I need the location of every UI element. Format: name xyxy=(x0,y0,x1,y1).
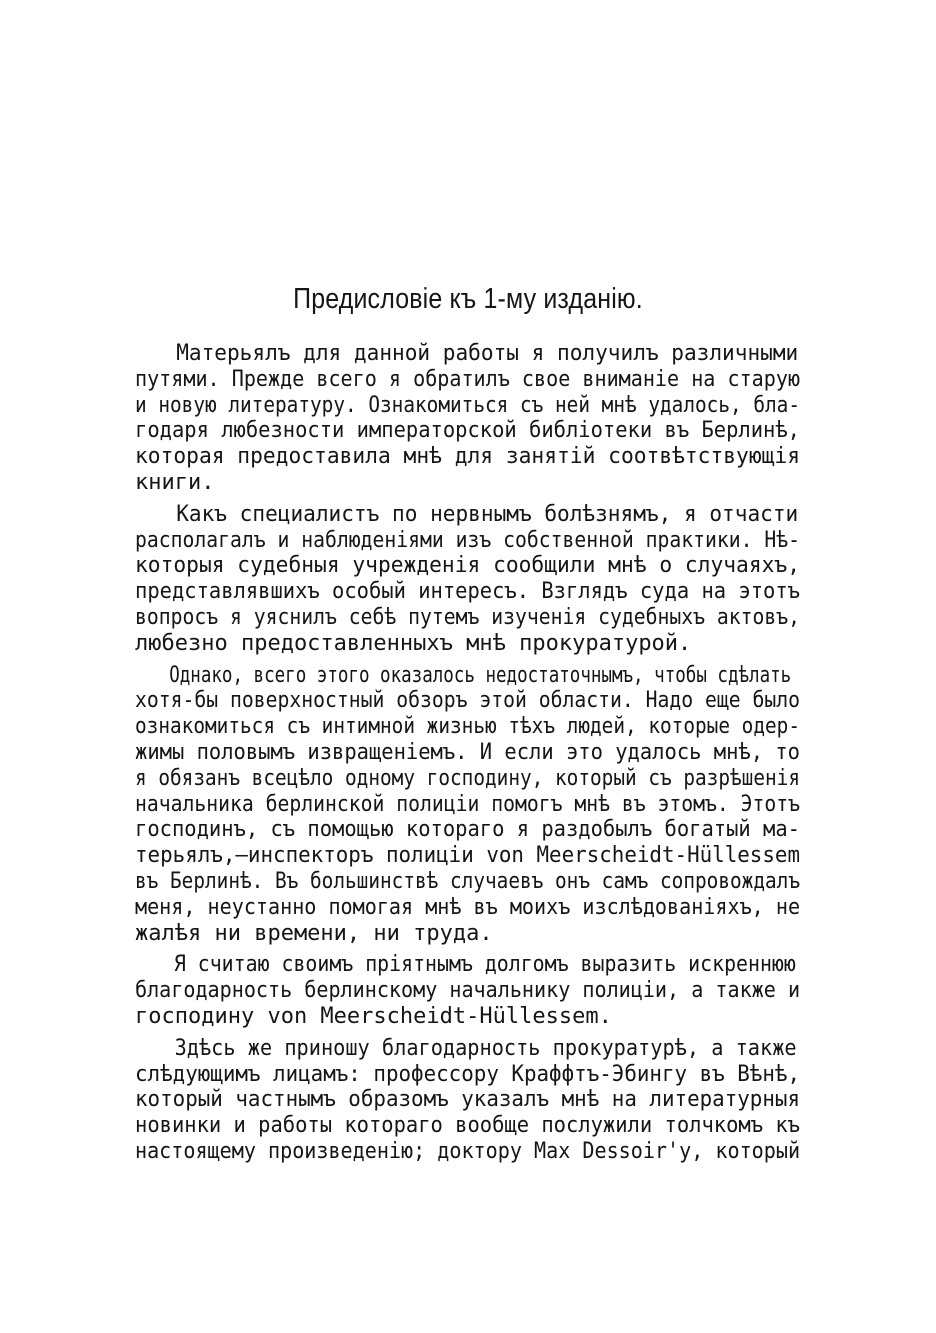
text-line: жимы половымъ извращеніемъ. И если это удалось мнѣ, то xyxy=(135,739,800,765)
text-line: господинъ, съ помощью котораго я раздобылъ богатый ма- xyxy=(135,817,800,843)
text-line: годаря любезности императорской библіотеки въ Берлинѣ, xyxy=(135,418,800,444)
text-line: Однако, всего этого оказалось недостаточнымъ, чтобы сдѣлать xyxy=(169,662,792,688)
text-line: вопросъ я уяснилъ себѣ путемъ изученія судебныхъ актовъ, xyxy=(135,604,800,630)
text-line: представлявшихъ особый интересъ. Взглядъ суда на этотъ xyxy=(135,579,800,605)
text-line: которая предоставила мнѣ для занятій соотвѣтствующія xyxy=(135,444,800,470)
text-line: путями. Прежде всего я обратилъ свое вниманіе на старую xyxy=(135,366,801,392)
text-line: любезно предоставленныхъ мнѣ прокуратурой. xyxy=(135,630,692,656)
text-line: слѣдующимъ лицамъ: профессору Краффтъ-Эбингу въ Вѣнѣ, xyxy=(135,1061,801,1087)
text-line: располагалъ и наблюденіями изъ собственной практики. Нѣ- xyxy=(135,527,800,553)
text-line: Матерьялъ для данной работы я получилъ различными xyxy=(176,341,799,366)
text-line: я обязанъ всецѣло одному господину, который съ разрѣшенія xyxy=(135,765,800,791)
preface-body xyxy=(135,341,800,1165)
text-line: господину von Meerscheidt-Hüllessem. xyxy=(135,1003,612,1029)
paragraph-3 xyxy=(135,663,800,947)
paragraph-5 xyxy=(135,1036,800,1165)
text-line: новинки и работы котораго вообще послужили толчкомъ къ xyxy=(135,1113,800,1139)
text-line: Я считаю своимъ пріятнымъ долгомъ выразить искреннюю xyxy=(173,952,796,978)
text-line: и новую литературу. Ознакомиться съ ней мнѣ удалось, бла- xyxy=(135,392,800,418)
text-line: ознакомиться съ интимной жизнью тѣхъ людей, которые одер- xyxy=(135,714,800,740)
text-line: Здѣсь же приношу благодарность прокуратурѣ, а также xyxy=(174,1035,797,1061)
text-line: въ Берлинѣ. Въ большинствѣ случаевъ онъ самъ сопровождалъ xyxy=(135,868,800,894)
text-line: Какъ специалистъ по нервнымъ болѣзнямъ, я отчасти xyxy=(176,501,799,527)
text-line: терьялъ,—инспекторъ полиціи von Meerscheidt-Hüllessem xyxy=(135,843,801,869)
text-line: которыя судебныя учрежденія сообщили мнѣ о случаяхъ, xyxy=(135,553,800,579)
text-line: меня, неустанно помогая мнѣ въ моихъ изслѣдованіяхъ, не xyxy=(135,894,801,920)
text-line: который частнымъ образомъ указалъ мнѣ на литературныя xyxy=(135,1087,801,1113)
text-line: хотя-бы поверхностный обзоръ этой области. Надо еще было xyxy=(135,688,800,714)
text-line: книги. xyxy=(135,469,215,495)
text-line: жалѣя ни времени, ни труда. xyxy=(135,920,493,946)
text-line: настоящему произведенію; доктору Max Dessoir'у, который xyxy=(135,1138,801,1164)
preface-title: Предисловіе къ 1-му изданію. xyxy=(293,283,643,315)
paragraph-1 xyxy=(135,341,800,496)
text-line: благодарность берлинскому начальнику полиціи, а также и xyxy=(135,978,801,1004)
text-line: начальника берлинской полиціи помогъ мнѣ въ этомъ. Этотъ xyxy=(135,791,800,817)
paragraph-4 xyxy=(135,952,800,1029)
paragraph-2 xyxy=(135,502,800,657)
